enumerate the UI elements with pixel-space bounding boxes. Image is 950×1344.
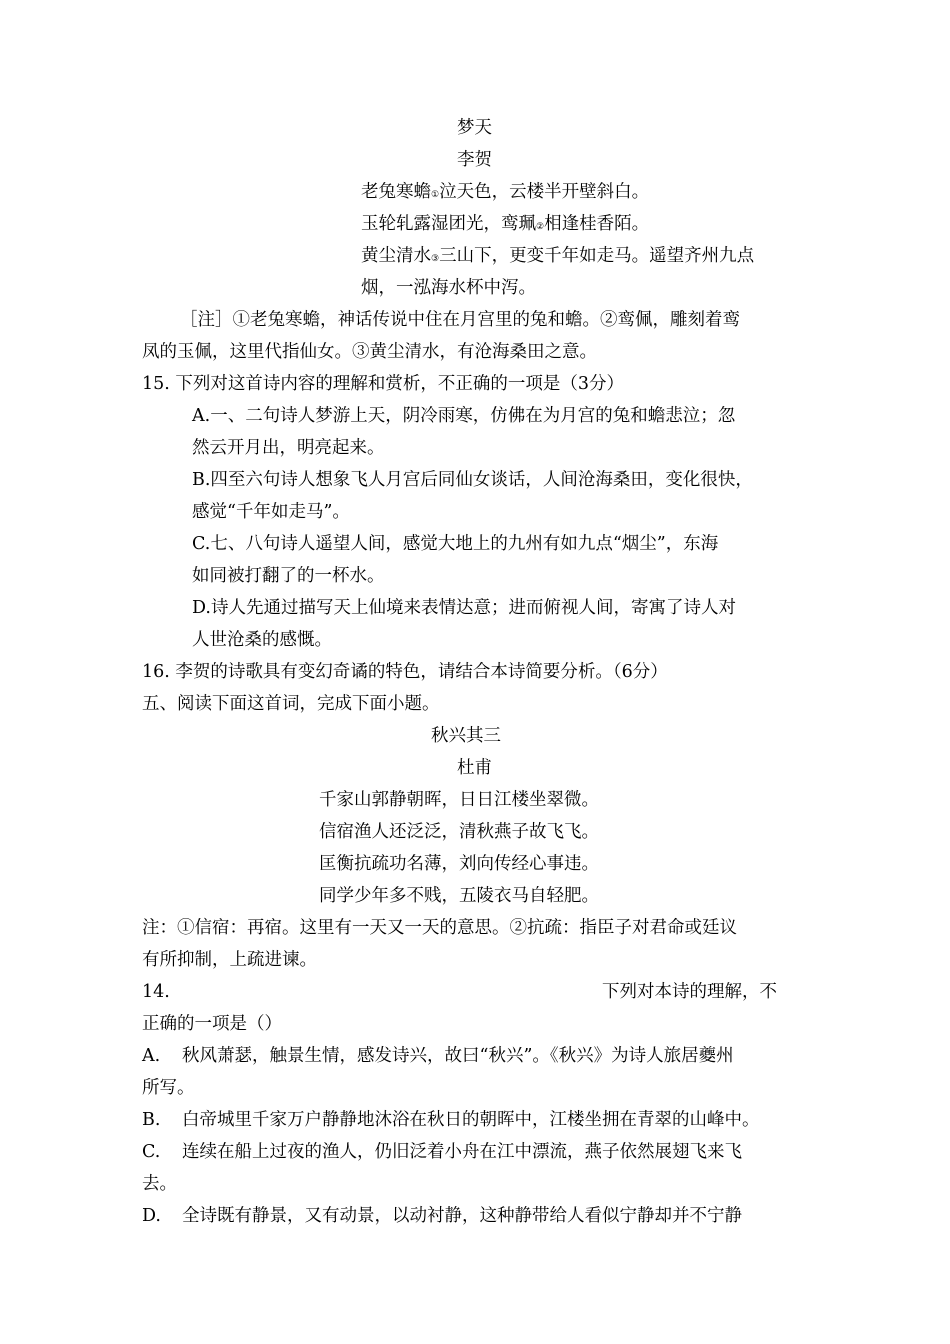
poem2-line-4: 同学少年多不贱，五陵衣马自轻肥。	[319, 886, 599, 906]
question-15-option-a-cont: 然云开月出，明亮起来。	[192, 438, 385, 458]
question-14-option-a-cont: 所写。	[142, 1078, 195, 1098]
question-14-option-c-letter: C.	[142, 1142, 161, 1162]
question-14-option-d-letter: D.	[142, 1206, 161, 1226]
question-14-stem: 下列对本诗的理解，不	[602, 982, 777, 1002]
poem1-line-1: 老兔寒蟾①泣天色，云楼半开壁斜白。	[361, 182, 650, 202]
question-14-option-d: 全诗既有静景，又有动景，以动衬静，这种静带给人看似宁静却并不宁静	[182, 1206, 742, 1226]
footnote-marker: ②	[536, 222, 545, 232]
question-14-option-c-cont: 去。	[142, 1174, 177, 1194]
poem1-line-4: 烟，一泓海水杯中泻。	[361, 278, 536, 298]
question-16-stem: 16. 李贺的诗歌具有变幻奇谲的特色，请结合本诗简要分析。（6分）	[142, 662, 668, 682]
question-15-option-a: A.一、二句诗人梦游上天，阴冷雨寒，仿佛在为月宫的兔和蟾悲泣；忽	[192, 406, 736, 426]
question-15-option-c: C.七、八句诗人遥望人间，感觉大地上的九州有如九点“烟尘”，东海	[192, 534, 719, 554]
question-14-stem-cont: 正确的一项是（）	[142, 1014, 282, 1034]
poem1-line-3: 黄尘清水③三山下，更变千年如走马。遥望齐州九点	[361, 246, 755, 266]
question-15-option-b-cont: 感觉“千年如走马”。	[192, 502, 350, 522]
poem1-author: 李贺	[457, 150, 492, 170]
poem1-title: 梦天	[457, 118, 492, 138]
footnote-marker: ①	[431, 190, 440, 200]
poem2-line-3: 匡衡抗疏功名薄，刘向传经心事违。	[319, 854, 599, 874]
question-14-option-b-letter: B.	[142, 1110, 161, 1130]
poem2-line-2: 信宿渔人还泛泛，清秋燕子故飞飞。	[319, 822, 599, 842]
footnote-marker: ③	[431, 254, 440, 264]
poem1-line-2: 玉轮轧露湿团光，鸾珮②相逢桂香陌。	[361, 214, 650, 234]
poem1-note-line-2: 凤的玉佩，这里代指仙女。③黄尘清水，有沧海桑田之意。	[142, 342, 597, 362]
poem2-author: 杜甫	[457, 758, 492, 778]
question-15-stem: 15. 下列对这首诗内容的理解和赏析，不正确的一项是（3分）	[142, 374, 625, 394]
question-14-number: 14.	[142, 982, 170, 1002]
poem2-line-1: 千家山郭静朝晖，日日江楼坐翠微。	[319, 790, 599, 810]
question-15-option-c-cont: 如同被打翻了的一杯水。	[192, 566, 385, 586]
question-15-option-d: D.诗人先通过描写天上仙境来表情达意；进而俯视人间，寄寓了诗人对	[192, 598, 736, 618]
poem1-note-line-1: ［注］①老兔寒蟾，神话传说中住在月宫里的兔和蟾。②鸾佩，雕刻着鸾	[180, 310, 740, 330]
question-15-option-d-cont: 人世沧桑的感慨。	[192, 630, 332, 650]
section-5-heading: 五、阅读下面这首词，完成下面小题。	[142, 694, 440, 714]
question-14-option-a-letter: A.	[142, 1046, 161, 1066]
question-14-option-a: 秋风萧瑟，触景生情，感发诗兴，故曰“秋兴”。《秋兴》为诗人旅居夔州	[182, 1046, 734, 1066]
question-15-option-b: B.四至六句诗人想象飞人月宫后同仙女谈话，人间沧海桑田，变化很快，	[192, 470, 753, 490]
question-14-option-b: 白帝城里千家万户静静地沐浴在秋日的朝晖中，江楼坐拥在青翠的山峰中。	[182, 1110, 760, 1130]
poem2-note-line-2: 有所抑制，上疏进谏。	[142, 950, 317, 970]
poem2-title: 秋兴其三	[431, 726, 501, 746]
poem2-note-line-1: 注：①信宿：再宿。这里有一天又一天的意思。②抗疏：指臣子对君命或廷议	[142, 918, 737, 938]
question-14-option-c: 连续在船上过夜的渔人，仍旧泛着小舟在江中漂流，燕子依然展翅飞来飞	[182, 1142, 742, 1162]
